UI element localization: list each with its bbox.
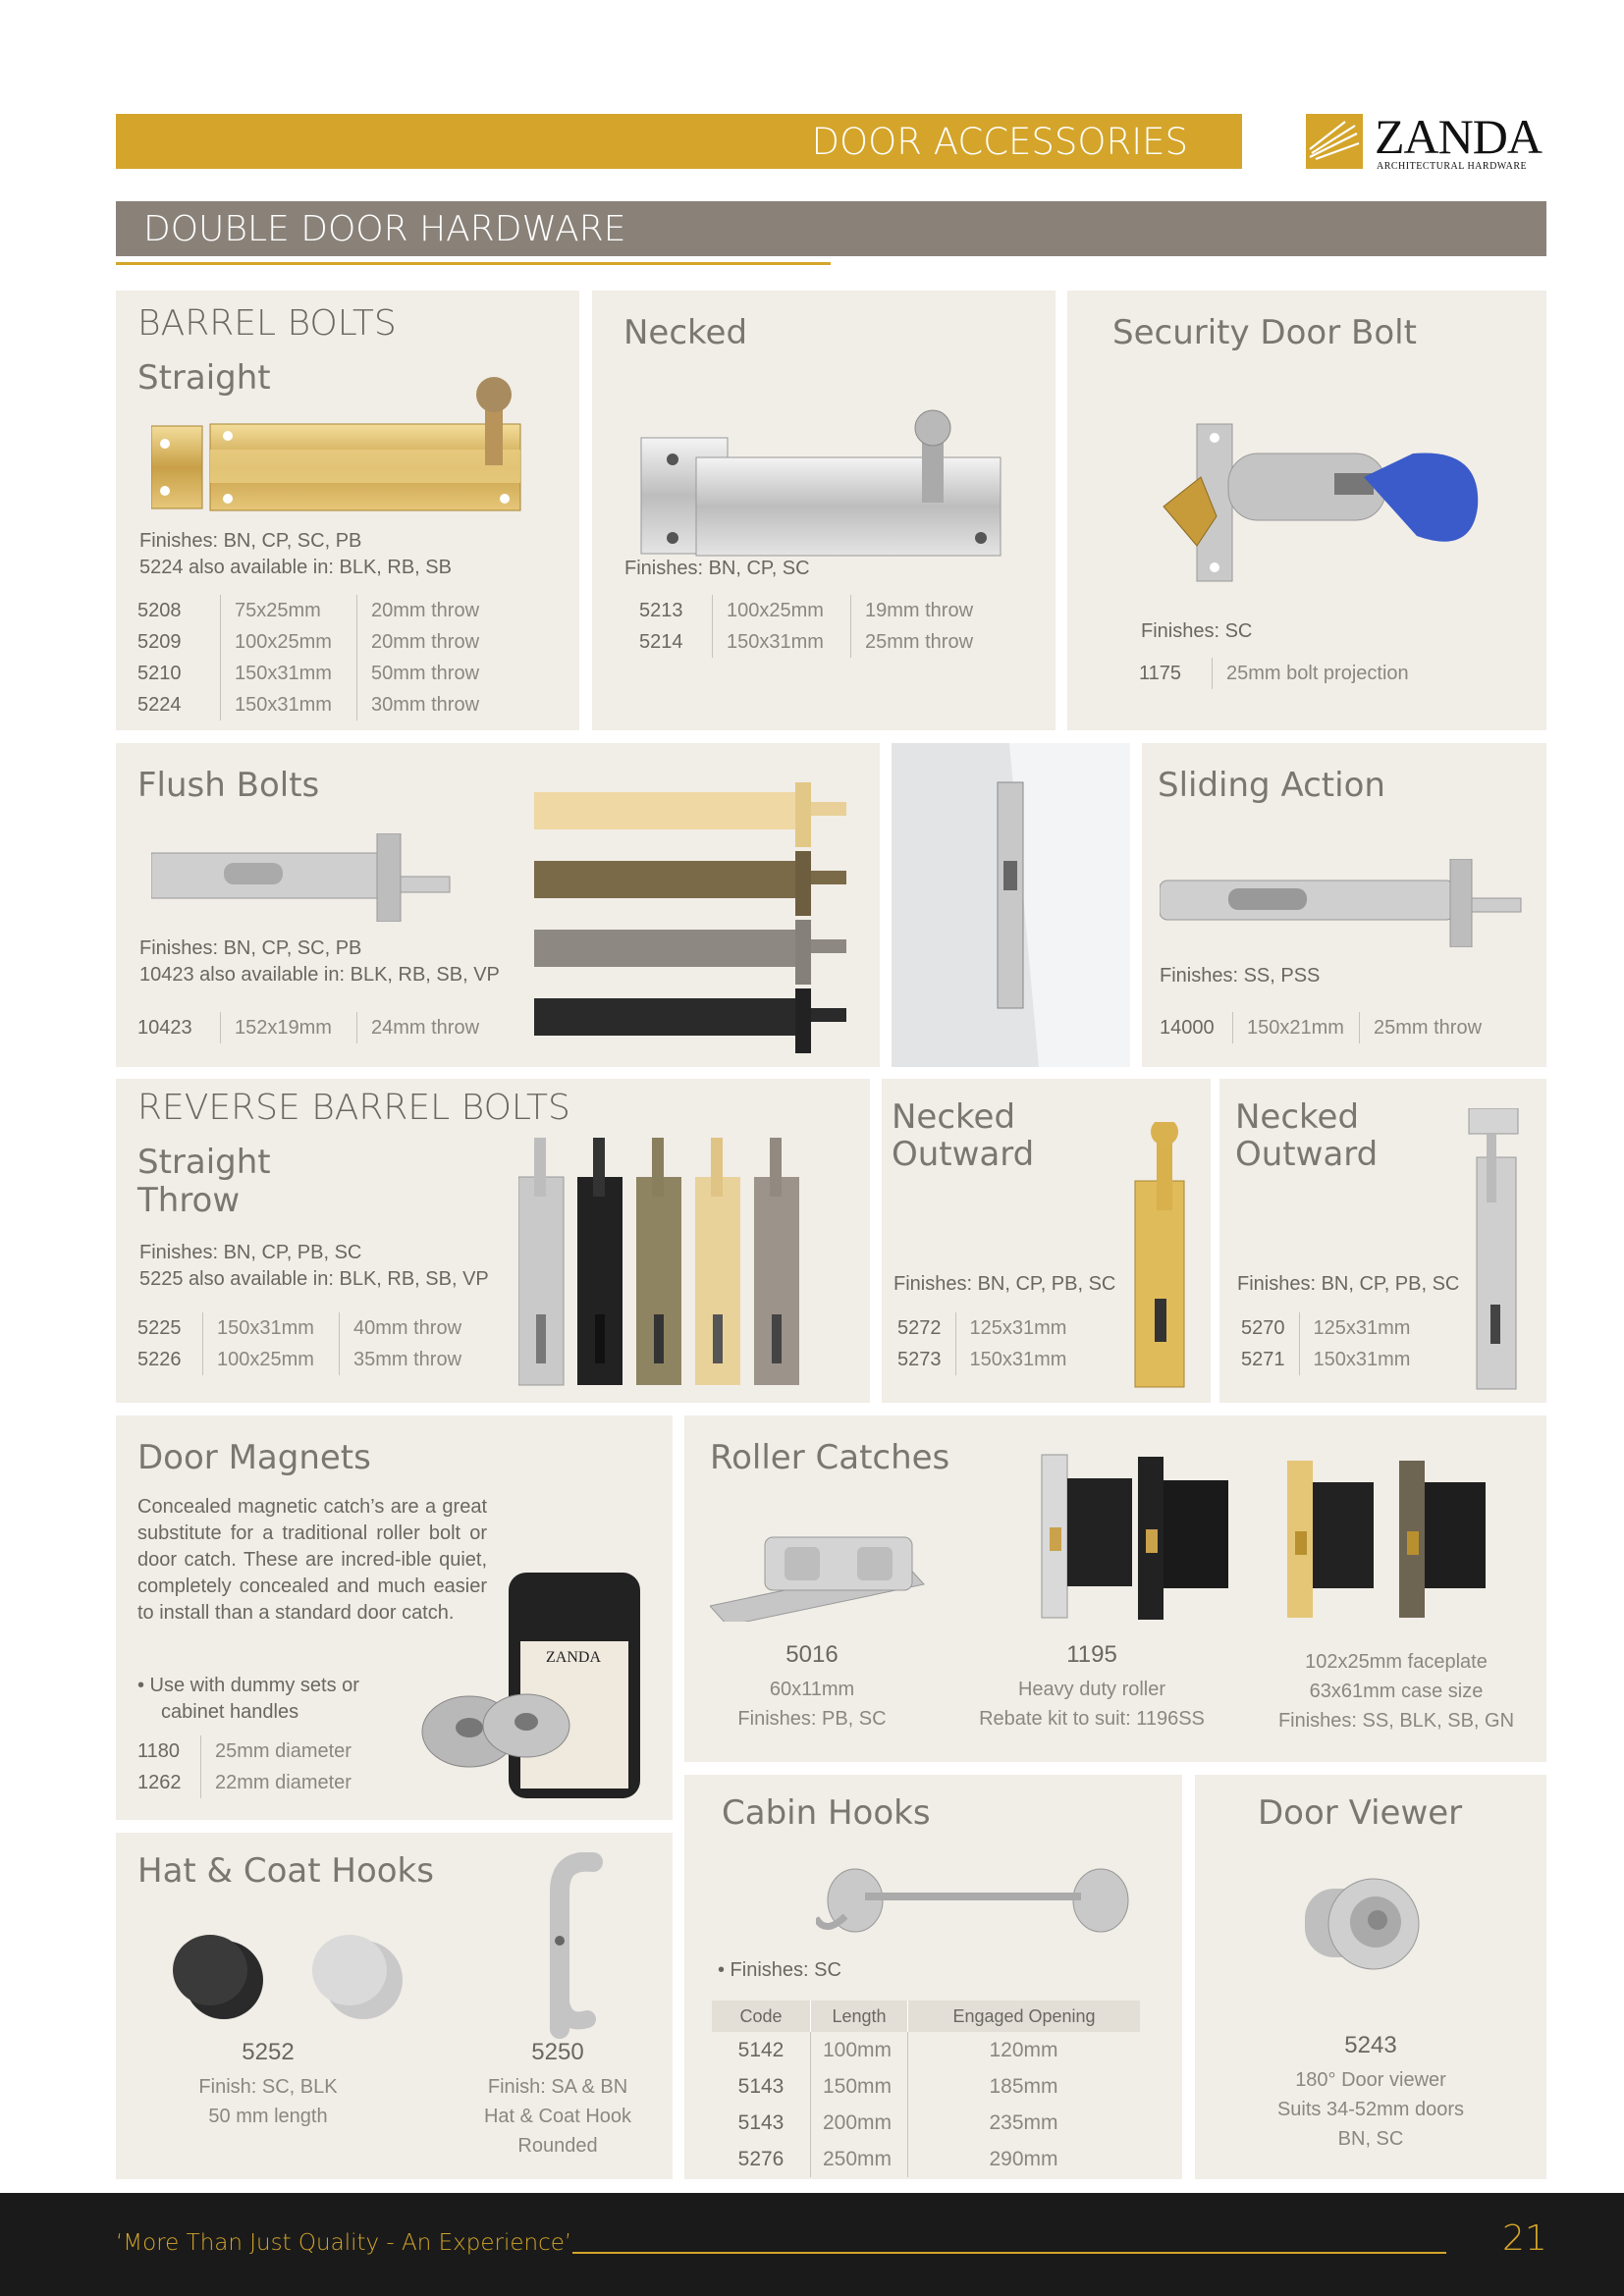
magnets-bullet-1: • Use with dummy sets or bbox=[137, 1675, 359, 1696]
necked-outward-1-finish: Finishes: BN, CP, PB, SC bbox=[893, 1273, 1116, 1295]
roller-1195-desc: Heavy duty roller bbox=[1017, 1679, 1166, 1700]
door-viewer-suits: Suits 34-52mm doors bbox=[1276, 2099, 1465, 2120]
necked-outward-2-title-1: Necked bbox=[1235, 1097, 1360, 1137]
roller-case-size: 63x61mm case size bbox=[1309, 1681, 1484, 1702]
security-finish: Finishes: SC bbox=[1141, 620, 1253, 642]
roller-5016-finish: Finishes: PB, SC bbox=[737, 1708, 887, 1730]
table-row: 1262 22mm diameter bbox=[137, 1767, 365, 1798]
reverse-finish-2: 5225 also available in: BLK, RB, SB, VP bbox=[139, 1268, 489, 1290]
security-bolt-title: Security Door Bolt bbox=[1112, 313, 1417, 352]
roller-finishes: Finishes: SS, BLK, SB, GN bbox=[1277, 1710, 1515, 1732]
reverse-finish-1: Finishes: BN, CP, PB, SC bbox=[139, 1242, 362, 1263]
door-magnets-title: Door Magnets bbox=[137, 1438, 371, 1477]
table-row: 10423 152x19mm 24mm throw bbox=[137, 1012, 493, 1043]
table-row: 1175 25mm bolt projection bbox=[1139, 658, 1423, 689]
door-viewer-info bbox=[1195, 2032, 1546, 2154]
barrel-bolts-title: BARREL BOLTS bbox=[137, 303, 397, 344]
zanda-logo bbox=[1306, 110, 1546, 175]
hook-5252-length: 50 mm length bbox=[208, 2106, 328, 2127]
hook-5250-desc-2: Rounded bbox=[517, 2135, 598, 2157]
necked-panel bbox=[592, 291, 1056, 730]
necked-outward-2-title-2: Outward bbox=[1235, 1135, 1379, 1174]
necked-outward-1-title-2: Outward bbox=[892, 1135, 1035, 1174]
hook-5252-code: 5252 bbox=[242, 2039, 295, 2065]
roller-finishes-info bbox=[1264, 1647, 1529, 1735]
reverse-barrel-sub-2: Throw bbox=[137, 1181, 241, 1220]
flush-bolts-title: Flush Bolts bbox=[137, 766, 320, 805]
necked-outward-2-panel bbox=[1219, 1079, 1546, 1403]
coat-hook-image bbox=[520, 1852, 609, 2039]
table-row: 5276 250mm 290mm bbox=[712, 2141, 1140, 2177]
reverse-spec-table bbox=[137, 1312, 475, 1375]
reverse-barrel-finishes-image bbox=[518, 1138, 803, 1403]
package-brand-text: ZANDA bbox=[546, 1649, 601, 1666]
flush-bolts-panel bbox=[116, 743, 880, 1067]
sliding-spec-table bbox=[1160, 1012, 1495, 1043]
logo-text: ZANDA bbox=[1375, 109, 1542, 164]
roller-1195-kit: Rebate kit to suit: 1196SS bbox=[979, 1708, 1205, 1730]
table-row: 5210 150x31mm 50mm throw bbox=[137, 658, 493, 689]
sliding-action-title: Sliding Action bbox=[1158, 766, 1385, 805]
table-row: 5209 100x25mm 20mm throw bbox=[137, 626, 493, 658]
security-bolt-image bbox=[1158, 408, 1491, 585]
door-viewer-image bbox=[1295, 1869, 1423, 1987]
security-spec-table bbox=[1139, 658, 1423, 689]
necked-outward-1-spec bbox=[897, 1312, 1080, 1375]
roller-faceplate: 102x25mm faceplate bbox=[1305, 1651, 1488, 1673]
hook-5250-info bbox=[460, 2039, 656, 2161]
reverse-barrel-title: REVERSE BARREL BOLTS bbox=[137, 1088, 570, 1128]
reverse-barrel-panel bbox=[116, 1079, 870, 1403]
flush-finish-2: 10423 also available in: BLK, RB, SB, VP bbox=[139, 964, 500, 986]
barrel-finish-2: 5224 also available in: BLK, RB, SB bbox=[139, 557, 452, 578]
hook-5250-desc-1: Hat & Coat Hook bbox=[483, 2106, 632, 2127]
hook-5252-info bbox=[175, 2039, 361, 2131]
roller-catch-finishes-image bbox=[1283, 1449, 1509, 1635]
roller-5016-size: 60x11mm bbox=[769, 1679, 855, 1700]
magnets-bullet-2: cabinet handles bbox=[161, 1701, 299, 1723]
barrel-bolts-panel bbox=[116, 291, 579, 730]
table-row: 5213 100x25mm 19mm throw bbox=[639, 595, 987, 626]
flush-spec-table bbox=[137, 1012, 493, 1043]
category-title: DOOR ACCESSORIES bbox=[811, 121, 1188, 163]
necked-title: Necked bbox=[623, 313, 748, 352]
flush-bolt-finishes-image bbox=[534, 782, 888, 1077]
cabin-finish: • Finishes: SC bbox=[718, 1959, 841, 1981]
flush-finish-1: Finishes: BN, CP, SC, PB bbox=[139, 937, 362, 959]
cabin-hooks-panel bbox=[684, 1775, 1182, 2179]
roller-1195-info bbox=[969, 1641, 1215, 1734]
security-bolt-panel bbox=[1067, 291, 1546, 730]
magnet-package-image bbox=[410, 1563, 656, 1808]
roller-5016-code: 5016 bbox=[785, 1641, 839, 1668]
footer-rule bbox=[572, 2252, 1446, 2254]
necked-outward-brass-image bbox=[1127, 1122, 1206, 1397]
necked-finish: Finishes: BN, CP, SC bbox=[624, 558, 810, 579]
hat-coat-hooks-title: Hat & Coat Hooks bbox=[137, 1851, 434, 1891]
table-header-row: Code Length Engaged Opening bbox=[712, 2001, 1140, 2032]
table-row: 5226 100x25mm 35mm throw bbox=[137, 1344, 475, 1375]
roller-1195-code: 1195 bbox=[1066, 1641, 1117, 1668]
table-row: 5208 75x25mm 20mm throw bbox=[137, 595, 493, 626]
section-underline bbox=[116, 262, 831, 265]
sliding-action-panel bbox=[1142, 743, 1546, 1067]
hook-5252-finish: Finish: SC, BLK bbox=[198, 2076, 338, 2098]
necked-outward-chrome-image bbox=[1459, 1108, 1528, 1393]
barrel-bolt-image bbox=[151, 377, 544, 524]
table-row: 5225 150x31mm 40mm throw bbox=[137, 1312, 475, 1344]
barrel-bolts-subtitle: Straight bbox=[137, 358, 271, 398]
door-viewer-finishes: BN, SC bbox=[1337, 2128, 1404, 2150]
sliding-bolt-image bbox=[1160, 859, 1523, 947]
knob-hooks-image bbox=[163, 1911, 428, 2029]
table-row: 14000 150x21mm 25mm throw bbox=[1160, 1012, 1495, 1043]
table-row: 5142 100mm 120mm bbox=[712, 2032, 1140, 2068]
door-viewer-title: Door Viewer bbox=[1258, 1793, 1463, 1833]
logo-subtext: ARCHITECTURAL HARDWARE bbox=[1377, 161, 1528, 172]
table-row: 5143 200mm 235mm bbox=[712, 2105, 1140, 2141]
table-row: 5224 150x31mm 30mm throw bbox=[137, 689, 493, 721]
barrel-finish-1: Finishes: BN, CP, SC, PB bbox=[139, 530, 362, 552]
cabin-hook-image bbox=[816, 1857, 1140, 1946]
door-viewer-desc: 180° Door viewer bbox=[1295, 2069, 1446, 2091]
page-number: 21 bbox=[1502, 2218, 1547, 2259]
cabin-hooks-title: Cabin Hooks bbox=[722, 1793, 931, 1833]
magnets-spec-table bbox=[137, 1735, 365, 1798]
barrel-spec-table bbox=[137, 595, 493, 721]
necked-outward-1-panel bbox=[882, 1079, 1211, 1403]
roller-catches-title: Roller Catches bbox=[710, 1438, 950, 1477]
necked-outward-2-spec bbox=[1241, 1312, 1424, 1375]
roller-5016-info bbox=[704, 1641, 920, 1734]
table-row: 5271 150x31mm bbox=[1241, 1344, 1424, 1375]
flush-bolt-single-image bbox=[151, 833, 465, 922]
sliding-finish: Finishes: SS, PSS bbox=[1160, 965, 1321, 987]
necked-bolt-image bbox=[637, 408, 1010, 575]
necked-outward-1-title-1: Necked bbox=[892, 1097, 1016, 1137]
table-row: 5273 150x31mm bbox=[897, 1344, 1080, 1375]
hook-5250-finish: Finish: SA & BN bbox=[487, 2076, 628, 2098]
door-magnets-panel bbox=[116, 1415, 673, 1820]
door-installation-photo bbox=[892, 743, 1130, 1067]
door-viewer-code: 5243 bbox=[1344, 2032, 1397, 2058]
logo-mark-icon bbox=[1306, 114, 1365, 173]
cabin-spec-table bbox=[712, 2001, 1140, 2177]
table-row: 5214 150x31mm 25mm throw bbox=[639, 626, 987, 658]
section-title: DOUBLE DOOR HARDWARE bbox=[143, 209, 626, 249]
table-row: 1180 25mm diameter bbox=[137, 1735, 365, 1767]
table-row: 5270 125x31mm bbox=[1241, 1312, 1424, 1344]
reverse-barrel-sub-1: Straight bbox=[137, 1143, 271, 1182]
table-row: 5272 125x31mm bbox=[897, 1312, 1080, 1344]
hook-5250-code: 5250 bbox=[531, 2039, 584, 2065]
necked-outward-2-finish: Finishes: BN, CP, PB, SC bbox=[1237, 1273, 1460, 1295]
door-magnets-description: Concealed magnetic catch’s are a great substitute for a traditional roller bolt or door catch. These are incred-ible quiet, completely concealed and much easier to install than a standard door catch. bbox=[137, 1496, 487, 1624]
footer-tagline: ‘More Than Just Quality - An Experience’ bbox=[116, 2230, 572, 2256]
hat-coat-hooks-panel bbox=[116, 1833, 673, 2179]
necked-spec-table bbox=[639, 595, 987, 658]
roller-catch-5016-image bbox=[710, 1514, 936, 1622]
door-viewer-panel bbox=[1195, 1775, 1546, 2179]
footer bbox=[0, 2193, 1624, 2296]
table-row: 5143 150mm 185mm bbox=[712, 2068, 1140, 2105]
roller-catches-panel bbox=[684, 1415, 1546, 1762]
